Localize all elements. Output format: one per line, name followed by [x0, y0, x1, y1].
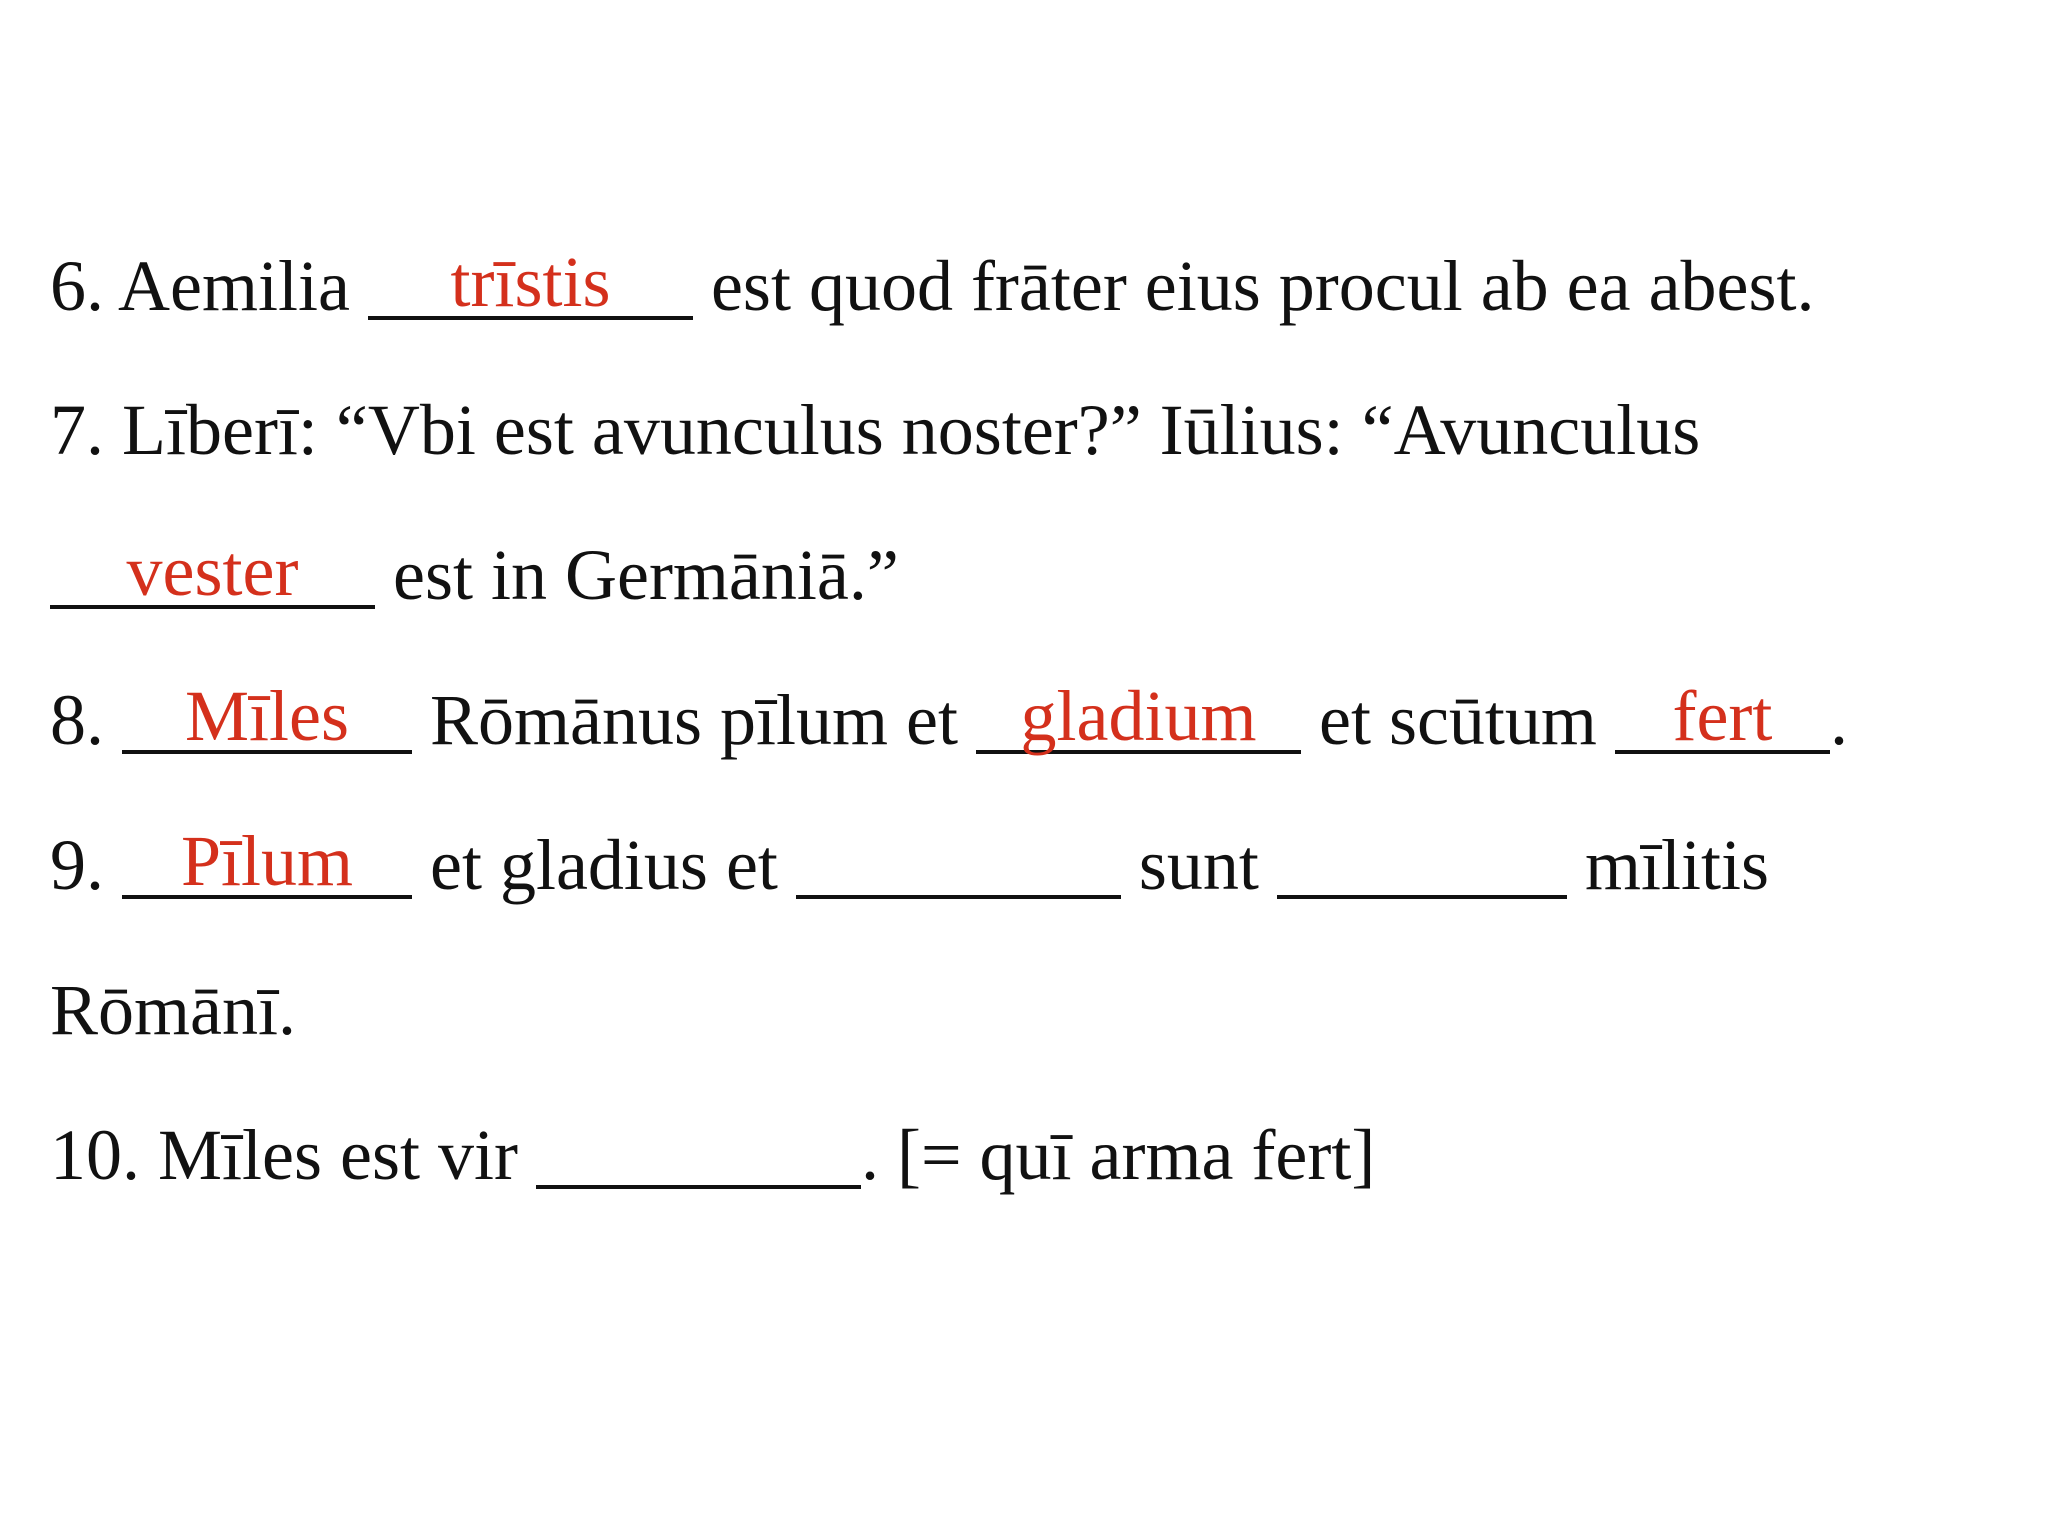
- item-10-blank[interactable]: [536, 1123, 861, 1189]
- item-8: [50, 676, 1848, 760]
- item-9-text-3: mīlitis: [1584, 825, 1769, 905]
- item-7-line-2: [50, 531, 899, 615]
- item-10-number: 10.: [50, 1115, 140, 1195]
- item-7-text-after: est in Germāniā.”: [393, 535, 899, 615]
- item-8-blank-3[interactable]: [1615, 676, 1830, 756]
- item-9-line-1: [50, 821, 1769, 905]
- item-8-blank-1[interactable]: [122, 676, 412, 756]
- item-8-answer-3: fert: [1672, 676, 1773, 756]
- item-9-blank-1[interactable]: [122, 821, 412, 901]
- item-10: [50, 1115, 1376, 1195]
- item-8-blank-2[interactable]: [976, 676, 1301, 756]
- item-8-end: .: [1829, 680, 1848, 760]
- item-9-blank-3[interactable]: [1277, 833, 1567, 899]
- item-9-line-2: [50, 970, 296, 1050]
- item-7-number: 7.: [50, 390, 104, 470]
- item-9-number: 9.: [50, 825, 104, 905]
- item-7-blank[interactable]: [50, 531, 375, 611]
- item-6-answer: trīstis: [450, 242, 611, 322]
- item-8-number: 8.: [50, 680, 104, 760]
- item-8-answer-1: Mīles: [184, 676, 349, 756]
- item-9-text-continued: Rōmānī.: [50, 970, 296, 1050]
- item-6-number: 6.: [50, 246, 104, 326]
- item-6-blank[interactable]: [368, 242, 693, 322]
- item-10-text-before: Mīles est vir: [158, 1115, 518, 1195]
- item-8-answer-2: gladium: [1020, 676, 1257, 756]
- item-6-text-before: Aemilia: [118, 246, 350, 326]
- item-7-answer: vester: [126, 531, 299, 611]
- item-10-text-after: . [= quī arma fert]: [860, 1115, 1376, 1195]
- item-9-text-1: et gladius et: [430, 825, 778, 905]
- item-6: [50, 242, 1815, 326]
- item-8-text-2: et scūtum: [1318, 680, 1597, 760]
- item-7-text: Līberī: “Vbi est avunculus noster?” Iūlius: “Avunculus: [122, 390, 1701, 470]
- item-9-blank-2[interactable]: [796, 833, 1121, 899]
- item-9-text-2: sunt: [1138, 825, 1259, 905]
- item-9-answer-1: Pīlum: [180, 821, 354, 901]
- item-8-text-1: Rōmānus pīlum et: [430, 680, 958, 760]
- item-6-text-after: est quod frāter eius procul ab ea abest.: [710, 246, 1815, 326]
- item-7-line-1: [50, 390, 1701, 470]
